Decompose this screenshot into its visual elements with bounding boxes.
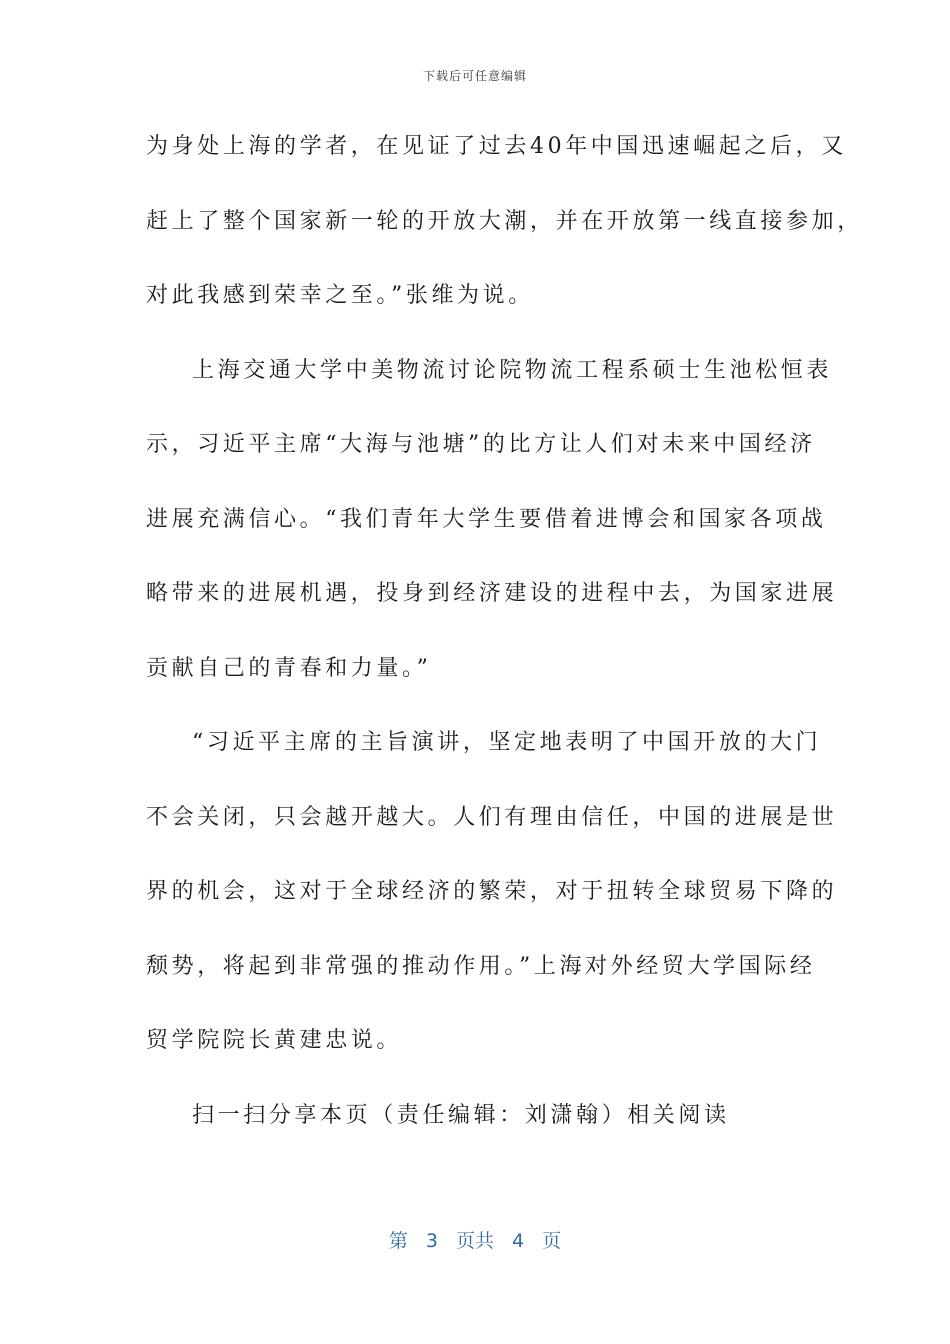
paragraph-line: 扫一扫分享本页（责任编辑：刘潇翰）相关阅读 xyxy=(192,1102,730,1128)
page-footer xyxy=(0,1226,950,1253)
paragraph-line: 颓势，将起到非常强的推动作用。”上海对外经贸大学国际经 xyxy=(146,953,816,979)
paragraph-line: 赶上了整个国家新一轮的开放大潮，并在开放第一线直接参加， xyxy=(146,208,863,234)
body-text xyxy=(146,120,863,1163)
paragraph-line: 界的机会，这对于全球经济的繁荣，对于扭转全球贸易下降的 xyxy=(146,879,838,904)
footer-label-page: 第 xyxy=(388,1230,408,1252)
paragraph-line: 不会关闭，只会越开越大。人们有理由信任，中国的进展是世 xyxy=(146,804,838,830)
paragraph-line: 对此我感到荣幸之至。”张维为说。 xyxy=(146,283,534,308)
total-pages-number: 4 xyxy=(512,1230,525,1252)
paragraph-line: 上海交通大学中美物流讨论院物流工程系硕士生池松恒表 xyxy=(192,357,833,383)
paragraph-line: “习近平主席的主旨演讲，坚定地表明了中国开放的大门 xyxy=(192,730,822,755)
paragraph-line: 贸学院院长黄建忠说。 xyxy=(146,1028,403,1053)
paragraph-line: 进展充满信心。“我们青年大学生要借着进博会和国家各项战 xyxy=(146,506,827,532)
footer-label-end: 页 xyxy=(542,1230,562,1252)
current-page-number: 3 xyxy=(425,1230,438,1252)
paragraph-line: 略带来的进展机遇，投身到经济建设的进程中去，为国家进展 xyxy=(146,581,838,606)
paragraph-line: 示，习近平主席“大海与池塘”的比方让人们对未来中国经济 xyxy=(146,432,816,457)
paragraph-line: 为身处上海的学者，在见证了过去40年中国迅速崛起之后，又 xyxy=(146,134,847,159)
footer-label-of: 页共 xyxy=(455,1230,494,1252)
paragraph-line: 贡献自己的青春和力量。” xyxy=(146,655,432,681)
header-note: 下载后可任意编辑 xyxy=(422,69,527,83)
